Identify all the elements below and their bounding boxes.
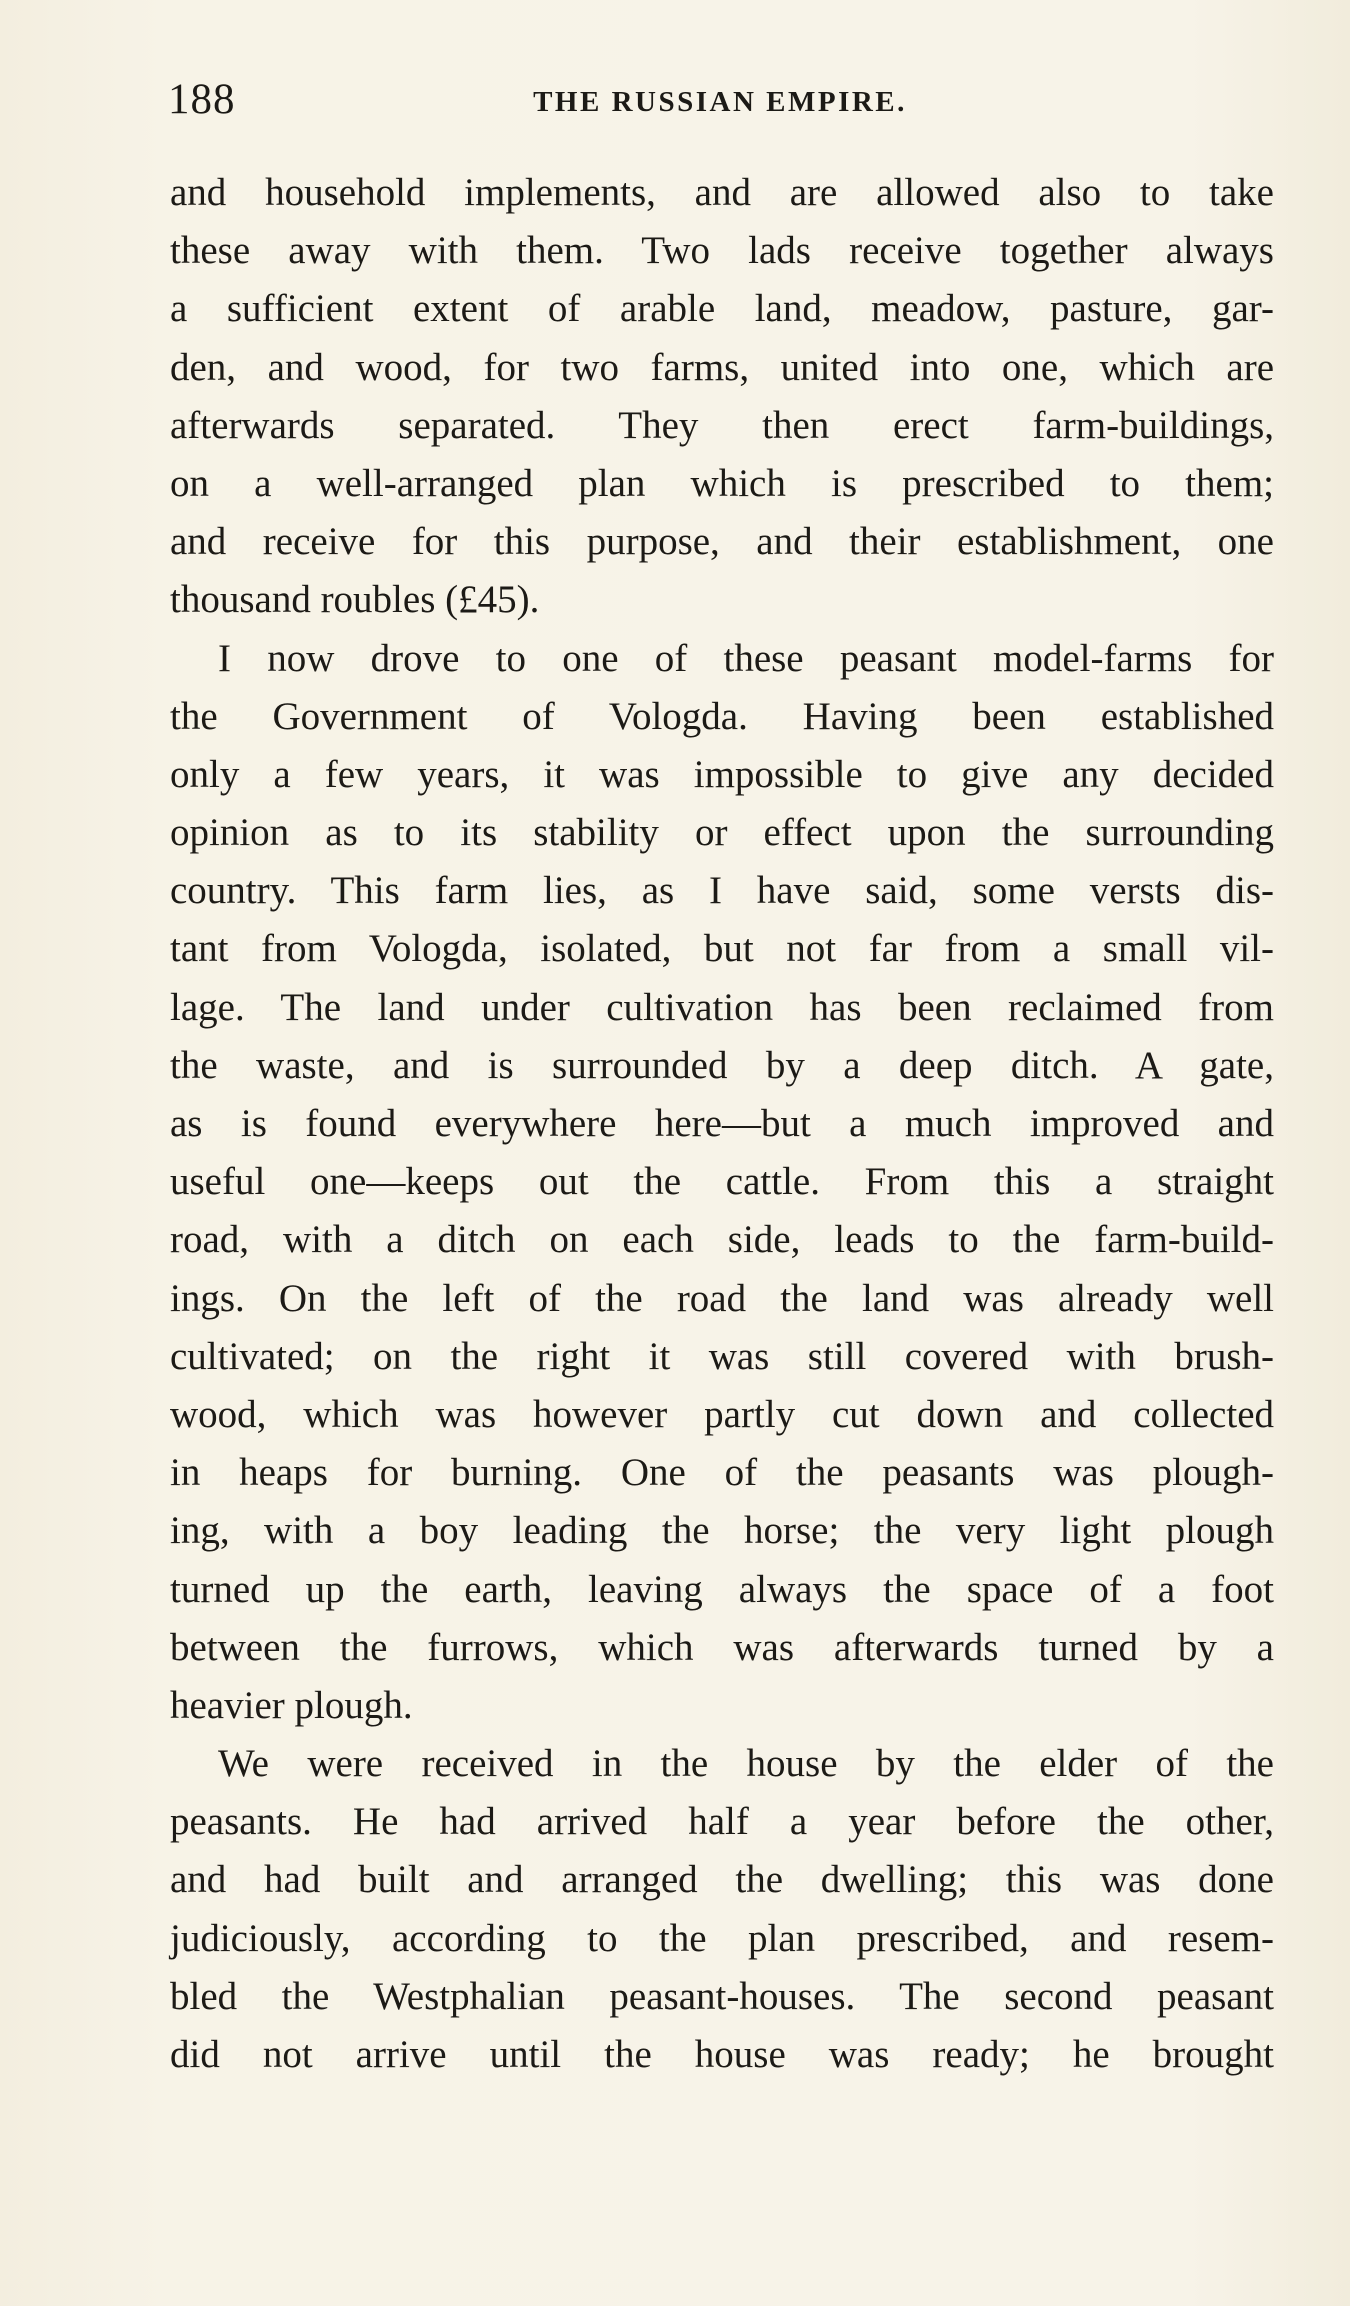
- text-line: We were received in the house by the elder of the: [218, 1742, 1274, 1786]
- text-line: these away with them. Two lads receive together always: [170, 229, 1274, 273]
- text-line: den, and wood, for two farms, united into one, which are: [170, 345, 1274, 389]
- text-line: ing, with a boy leading the horse; the very light plough: [170, 1509, 1274, 1553]
- text-line: the Government of Vologda. Having been established: [170, 694, 1274, 738]
- page-number: 188: [168, 76, 236, 123]
- text-line: opinion as to its stability or effect upon the surrounding: [170, 811, 1274, 855]
- text-line: I now drove to one of these peasant model-farms for: [218, 636, 1274, 680]
- text-line: wood, which was however partly cut down and collected: [170, 1392, 1274, 1436]
- text-line: turned up the earth, leaving always the space of a foot: [170, 1567, 1274, 1611]
- text-line: useful one—keeps out the cattle. From this a straight: [170, 1160, 1274, 1204]
- text-line: ings. On the left of the road the land was already well: [170, 1276, 1274, 1320]
- text-line: thousand roubles (£45).: [170, 578, 540, 622]
- text-line: did not arrive until the house was ready; he brought: [170, 2033, 1274, 2076]
- text-line: afterwards separated. They then erect farm-buildings,: [170, 403, 1274, 447]
- body-text: [170, 164, 1274, 2084]
- text-line: in heaps for burning. One of the peasants was plough-: [170, 1451, 1274, 1495]
- text-line: only a few years, it was impossible to give any decided: [170, 752, 1274, 796]
- text-line: peasants. He had arrived half a year before the other,: [170, 1800, 1274, 1844]
- running-title: THE RUSSIAN EMPIRE.: [533, 86, 907, 118]
- text-line: a sufficient extent of arable land, meadow, pasture, gar-: [170, 287, 1274, 331]
- text-line: judiciously, according to the plan prescribed, and resem-: [170, 1916, 1274, 1960]
- text-line: the waste, and is surrounded by a deep ditch. A gate,: [170, 1043, 1274, 1087]
- text-line: cultivated; on the right it was still covered with brush-: [170, 1334, 1274, 1378]
- page-header: [168, 70, 1272, 130]
- text-line: heavier plough.: [170, 1683, 413, 1727]
- text-line: and receive for this purpose, and their establishment, one: [170, 520, 1274, 564]
- text-line: lage. The land under cultivation has been reclaimed from: [170, 985, 1274, 1029]
- text-line: between the furrows, which was afterwards turned by a: [170, 1625, 1274, 1669]
- text-line: on a well-arranged plan which is prescribed to them;: [170, 461, 1274, 505]
- text-line: and household implements, and are allowed also to take: [170, 171, 1274, 214]
- text-line: tant from Vologda, isolated, but not far from a small vil-: [170, 927, 1274, 971]
- text-line: as is found everywhere here—but a much improved and: [170, 1102, 1274, 1145]
- text-line: bled the Westphalian peasant-houses. The second peasant: [170, 1974, 1274, 2018]
- text-line: country. This farm lies, as I have said, some versts dis-: [170, 869, 1274, 913]
- text-line: and had built and arranged the dwelling; this was done: [170, 1858, 1274, 1902]
- text-line: road, with a ditch on each side, leads to the farm-build-: [170, 1218, 1274, 1262]
